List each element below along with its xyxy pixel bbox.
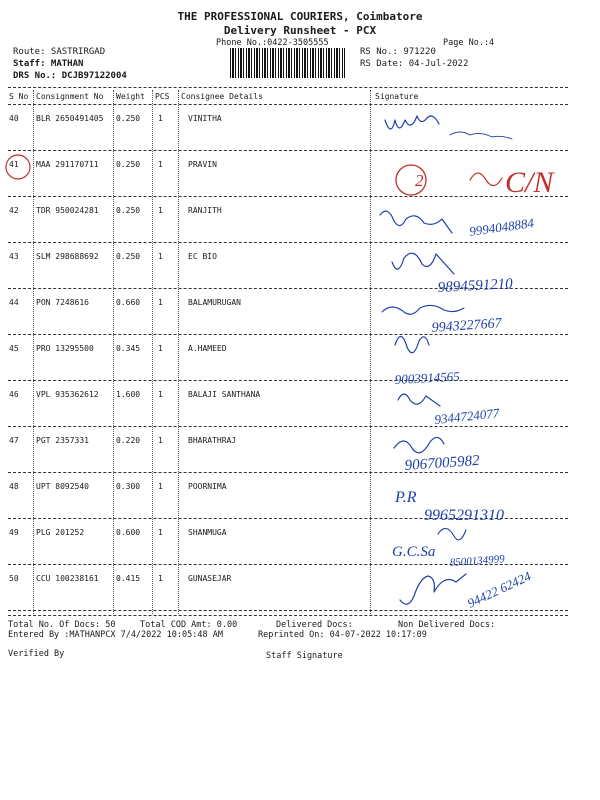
total-cod: Total COD Amt: 0.00	[140, 620, 238, 630]
row-consignee: A.HAMEED	[188, 344, 227, 353]
row-consignment: BLR 2650491405	[36, 114, 104, 123]
row-separator	[8, 288, 568, 289]
column-header-pcs: PCS	[155, 92, 170, 101]
sheet-title: Delivery Runsheet - PCX	[223, 24, 377, 37]
row-sno: 44	[9, 298, 19, 307]
column-divider	[152, 90, 153, 614]
row-sno: 50	[9, 574, 19, 583]
delivered-docs: Delivered Docs:	[276, 620, 353, 630]
row-pcs: 1	[158, 482, 163, 491]
row-consignee: PRAVIN	[188, 160, 217, 169]
company-title: THE PROFESSIONAL COURIERS, Coimbatore	[177, 10, 423, 23]
header-top-rule	[8, 87, 568, 88]
column-divider	[113, 90, 114, 614]
row47-signature	[394, 437, 444, 452]
header-bottom-rule	[8, 104, 568, 105]
column-divider	[33, 90, 34, 614]
row-separator	[8, 564, 568, 565]
row-weight: 0.415	[116, 574, 141, 583]
total-docs: Total No. Of Docs: 50	[8, 620, 116, 630]
phone-number: Phone No.:0422-3505555	[216, 38, 329, 48]
row-sno: 47	[9, 436, 19, 445]
row-sno: 49	[9, 528, 19, 537]
row-sno: 41	[9, 160, 19, 169]
row43-phone: 9894591210	[437, 276, 514, 296]
row-separator	[8, 242, 568, 243]
row-pcs: 1	[158, 574, 163, 583]
row-weight: 0.220	[116, 436, 141, 445]
row-consignee: SHANMUGA	[188, 528, 227, 537]
staff-signature: Staff Signature	[266, 651, 343, 661]
row-consignment: TDR 950024281	[36, 206, 99, 215]
column-header-consignment: Consignment No	[36, 92, 104, 101]
row-pcs: 1	[158, 528, 163, 537]
row48-signature: P.R	[395, 489, 417, 506]
row-sno: 43	[9, 252, 19, 261]
row-consignment: CCU 100238161	[36, 574, 99, 583]
row-weight: 0.300	[116, 482, 141, 491]
row-separator	[8, 196, 568, 197]
row-consignee: GUNASEJAR	[188, 574, 232, 583]
row-consignment: PRO 13295500	[36, 344, 94, 353]
row-separator	[8, 334, 568, 335]
row41-scribble	[470, 173, 502, 186]
row-consignee: VINITHA	[188, 114, 222, 123]
row50-phone: 94422 62424	[464, 568, 534, 611]
row44-phone: 9943227667	[431, 316, 503, 336]
row-sno: 48	[9, 482, 19, 491]
reprinted-on: Reprinted On: 04-07-2022 10:17:09	[258, 630, 427, 640]
row-consignment: MAA 291170711	[36, 160, 99, 169]
row-consignee: POORNIMA	[188, 482, 227, 491]
verified-by: Verified By	[8, 649, 65, 659]
row-weight: 0.600	[116, 528, 141, 537]
drs-number: DRS No.: DCJB97122004	[13, 71, 127, 81]
row46-signature	[398, 394, 440, 406]
row46-phone: 9344724077	[433, 405, 500, 427]
row44-signature	[382, 305, 464, 314]
row-weight: 0.250	[116, 252, 141, 261]
row-sno: 46	[9, 390, 19, 399]
row-separator	[8, 380, 568, 381]
rs-date: RS Date: 04-Jul-2022	[360, 59, 469, 69]
row49-signature	[438, 528, 466, 539]
row-pcs: 1	[158, 344, 163, 353]
row41-cn-text: C/N	[505, 166, 554, 199]
row49-signature-text: G.C.Sa	[392, 544, 436, 560]
row-separator	[8, 426, 568, 427]
row-weight: 0.250	[116, 160, 141, 169]
row-separator	[8, 518, 568, 519]
column-divider	[370, 90, 371, 614]
column-header-sno: S No	[9, 92, 29, 101]
row40-signature-tail	[450, 132, 512, 139]
column-header-signature: Signature	[375, 92, 419, 101]
row41-number-text: 2	[415, 171, 424, 190]
footer-rule	[8, 615, 568, 616]
row-weight: 0.660	[116, 298, 141, 307]
row-consignment: PON 7248616	[36, 298, 89, 307]
row43-signature	[392, 253, 454, 274]
row-consignment: VPL 935362612	[36, 390, 99, 399]
staff-label: Staff: MATHAN	[13, 59, 84, 69]
row49-phone: 8500134999	[449, 553, 506, 569]
barcode-image	[230, 48, 345, 78]
row-pcs: 1	[158, 390, 163, 399]
row45-signature	[395, 336, 429, 352]
row47-phone: 9067005982	[404, 452, 481, 474]
column-header-consignee: Consignee Details	[181, 92, 263, 101]
row50-signature	[400, 574, 466, 604]
row-weight: 0.250	[116, 114, 141, 123]
row-consignee: BALAJI SANTHANA	[188, 390, 261, 399]
row-pcs: 1	[158, 206, 163, 215]
row-consignment: PGT 2357331	[36, 436, 89, 445]
row-sno: 45	[9, 344, 19, 353]
column-header-weight: Weight	[116, 92, 145, 101]
row-pcs: 1	[158, 298, 163, 307]
row42-phone: 9994048884	[468, 215, 535, 239]
row-pcs: 1	[158, 114, 163, 123]
row-weight: 0.345	[116, 344, 141, 353]
row-separator	[8, 150, 568, 151]
row-separator	[8, 472, 568, 473]
page-number: Page No.:4	[443, 38, 495, 48]
row-consignment: UPT 8092540	[36, 482, 89, 491]
non-delivered-docs: Non Delivered Docs:	[398, 620, 496, 630]
rs-number: RS No.: 971220	[360, 47, 436, 57]
route-label: Route: SASTRIRGAD	[13, 47, 106, 57]
row-consignment: PLG 201252	[36, 528, 85, 537]
row45-phone: 9003914565	[394, 368, 461, 387]
column-divider	[178, 90, 179, 614]
row-consignee: BALAMURUGAN	[188, 298, 241, 307]
row-weight: 1.600	[116, 390, 141, 399]
row-consignee: RANJITH	[188, 206, 222, 215]
row-pcs: 1	[158, 436, 163, 445]
row-sno: 40	[9, 114, 19, 123]
row42-signature	[380, 211, 452, 233]
entered-by: Entered By :MATHANPCX 7/4/2022 10:05:48 AM	[8, 630, 223, 640]
row-consignment: SLM 298688692	[36, 252, 99, 261]
row-pcs: 1	[158, 160, 163, 169]
row-separator	[8, 610, 568, 611]
row40-signature	[385, 116, 439, 129]
row-sno: 42	[9, 206, 19, 215]
row-weight: 0.250	[116, 206, 141, 215]
row48-phone: 9965291310	[424, 507, 504, 524]
row41-number-circle	[396, 165, 426, 195]
row-pcs: 1	[158, 252, 163, 261]
row-consignee: EC BIO	[188, 252, 217, 261]
row-consignee: BHARATHRAJ	[188, 436, 237, 445]
